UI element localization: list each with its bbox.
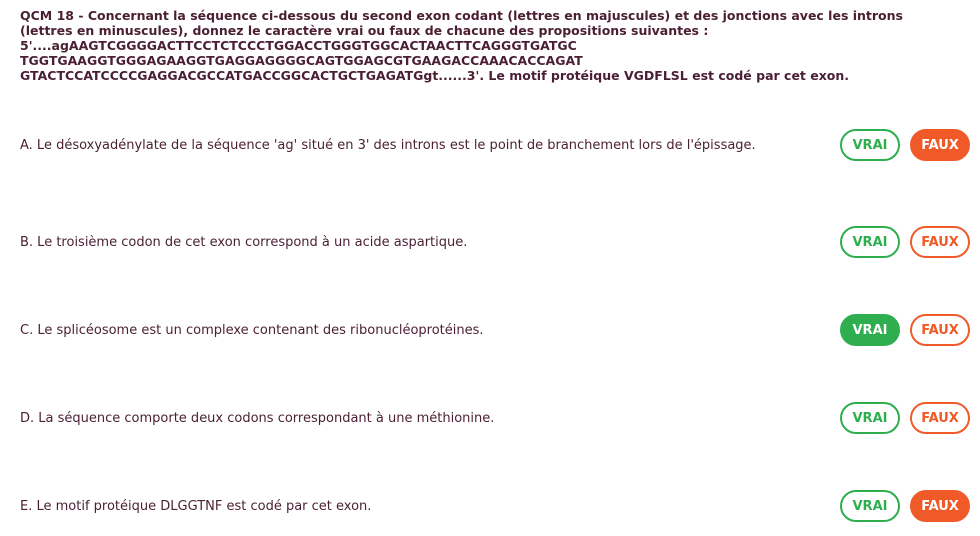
- vrai-button[interactable]: VRAI: [840, 402, 900, 434]
- faux-button[interactable]: FAUX: [910, 226, 970, 258]
- vrai-button[interactable]: VRAI: [840, 226, 900, 258]
- faux-button[interactable]: FAUX: [910, 129, 970, 161]
- answer-buttons: [840, 226, 970, 258]
- answer-buttons: [840, 129, 970, 161]
- faux-button[interactable]: FAUX: [910, 314, 970, 346]
- question-line: (lettres en minuscules), donnez le caractère vrai ou faux de chacune des propositions suivantes :: [20, 23, 709, 38]
- proposition-text: A. Le désoxyadénylate de la séquence 'ag' situé en 3' des introns est le point de branchement lors de l'épissage.: [20, 137, 756, 153]
- sequence-line: 5'....agAAGTCGGGGACTTCCTCTCCCTGGACCTGGGTGGCACTAACTTCAGGGTGATGC: [20, 38, 577, 53]
- proposition-e: [20, 486, 980, 526]
- answer-buttons: [840, 402, 970, 434]
- vrai-button[interactable]: VRAI: [840, 490, 900, 522]
- answer-buttons: [840, 490, 970, 522]
- sequence-line: GTACTCCATCCCCGAGGACGCCATGACCGGCACTGCTGAGATGgt......3'. Le motif protéique VGDFLSL est codé par cet exon.: [20, 68, 850, 83]
- faux-button[interactable]: FAUX: [910, 490, 970, 522]
- proposition-c: [20, 310, 980, 350]
- question-statement: [20, 8, 940, 83]
- proposition-text: B. Le troisième codon de cet exon correspond à un acide aspartique.: [20, 234, 468, 250]
- proposition-text: D. La séquence comporte deux codons correspondant à une méthionine.: [20, 410, 495, 426]
- proposition-a: [20, 125, 980, 165]
- question-line: QCM 18 - Concernant la séquence ci-dessous du second exon codant (lettres en majuscules) et des jonctions avec les introns: [20, 8, 903, 23]
- faux-button[interactable]: FAUX: [910, 402, 970, 434]
- proposition-text: C. Le splicéosome est un complexe contenant des ribonucléoprotéines.: [20, 322, 484, 338]
- proposition-b: [20, 222, 980, 262]
- proposition-d: [20, 398, 980, 438]
- sequence-line: TGGTGAAGGTGGGAGAAGGTGAGGAGGGGCAGTGGAGCGTGAAGACCAAACACCAGAT: [20, 53, 583, 68]
- vrai-button[interactable]: VRAI: [840, 129, 900, 161]
- proposition-text: E. Le motif protéique DLGGTNF est codé par cet exon.: [20, 498, 372, 514]
- answer-buttons: [840, 314, 970, 346]
- vrai-button[interactable]: VRAI: [840, 314, 900, 346]
